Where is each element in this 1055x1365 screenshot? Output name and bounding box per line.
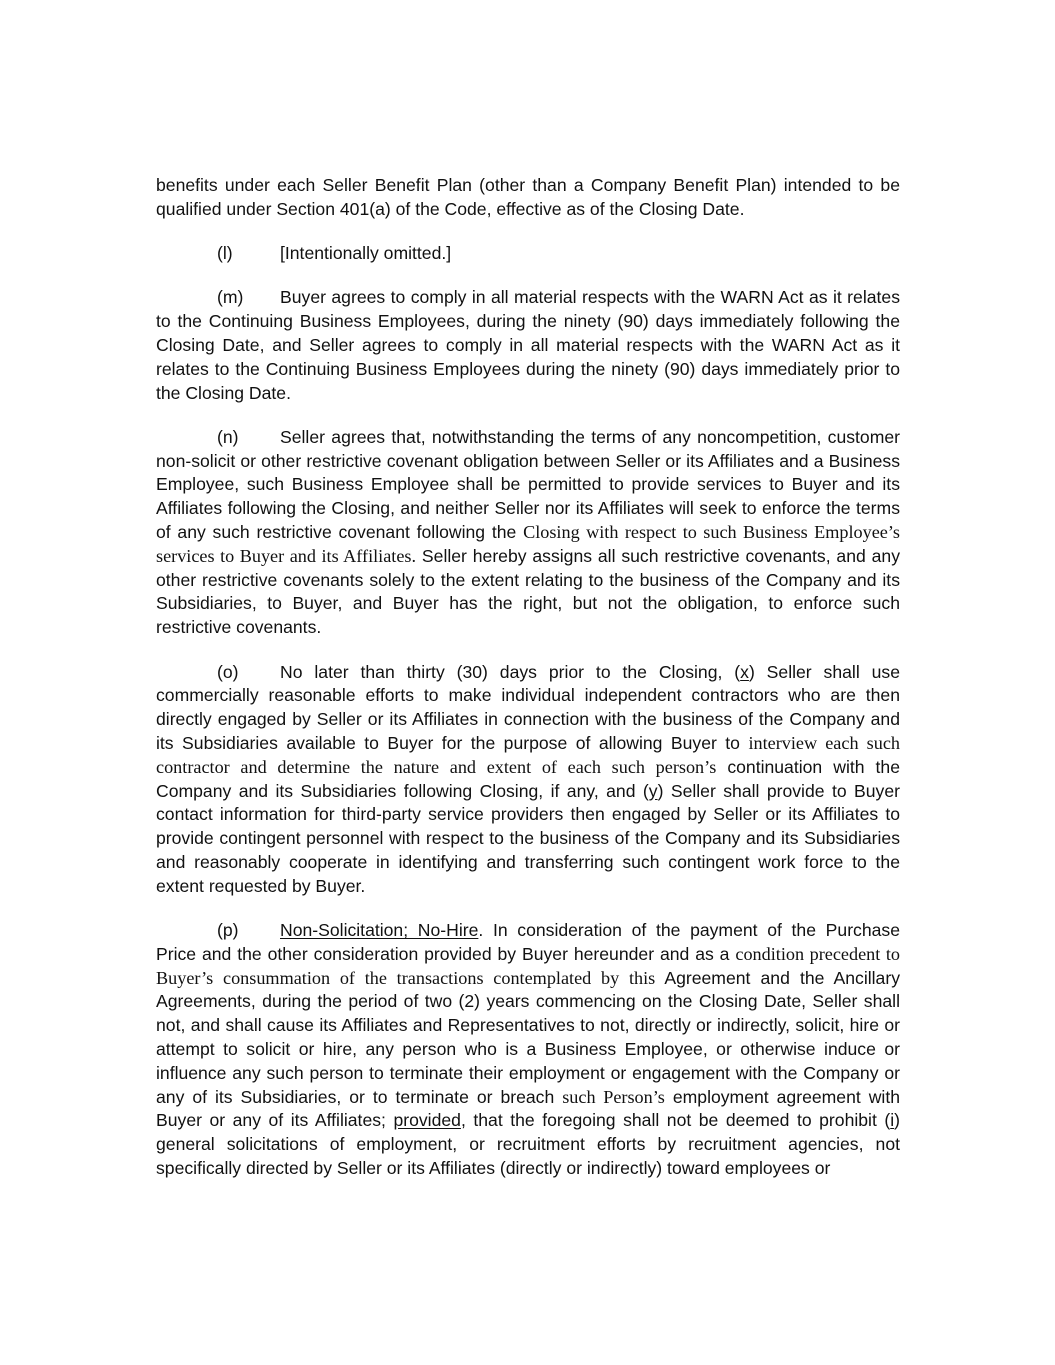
section-heading: Non-Solicitation; No-Hire xyxy=(280,920,479,941)
paragraph-number: (l) xyxy=(217,243,233,264)
paragraph-l xyxy=(156,242,900,266)
clause-marker-i: i xyxy=(890,1110,895,1131)
paragraph-number: (m) xyxy=(217,287,244,308)
paragraph-number: (o) xyxy=(217,661,239,682)
paragraph-number: (n) xyxy=(217,426,239,447)
clause-marker-x: x xyxy=(740,661,749,682)
paragraph-text: Seller hereby assigns all such restrictive covenants, and any other restrictive covenants solely to the extent relating to the business of the Company and its Subsidiaries, to Buyer, and Buyer has the right, but not the obligation, to enforce such restrictive covenants. xyxy=(156,545,901,638)
document-page xyxy=(156,174,900,1201)
paragraph-text: [Intentionally omitted.] xyxy=(280,243,452,264)
clause-marker-y: y xyxy=(648,780,658,801)
paragraph-text: continuation with the Company and its Subsidiaries following Closing, if any, and ( xyxy=(156,756,901,801)
paragraph-o xyxy=(156,661,900,899)
paragraph-text: Seller agrees that, notwithstanding the terms of any noncompetition, customer non-solicit or other restrictive covenant obligation between Seller or its Affiliates and a Business Employee, such Business Employee shall be permitted to provide services to Buyer and its Affiliates following the Closing, and neither Seller nor its Affiliates will seek to enforce the terms of any such restrictive covenant following the xyxy=(156,426,900,543)
paragraph-text: ) Seller shall use commercially reasonable efforts to make individual independent contractors who are then directly engaged by Seller or its Affiliates in connection with the business of the Company and its Subsidiaries available to Buyer for the purpose of allowing Buyer to xyxy=(156,661,900,753)
paragraph-text: Agreement and the Ancillary Agreements, during the period of two (2) years commencing on the Closing Date, Seller shall not, and shall cause its Affiliates and Representatives to not, directly or indirectly, solicit, hire or attempt to solicit or hire, any person who is a Business Employee, or otherwise induce or influence any such person to terminate their employment or engagement with the Company or any of its Subsidiaries, or to terminate or breach xyxy=(156,967,900,1107)
paragraph-m xyxy=(156,286,900,405)
paragraph-text: No later than thirty (30) days prior to the Closing, ( xyxy=(280,661,741,682)
paragraph-p xyxy=(156,919,900,1181)
paragraph-text-serif: Closing with respect to such Business Employee’s services to Buyer and its Affiliates. xyxy=(156,522,900,566)
paragraph-text: employment agreement with Buyer or any of its Affiliates; xyxy=(156,1086,901,1131)
paragraph-text-serif: such Person’s xyxy=(562,1086,665,1107)
paragraph-text: benefits under each Seller Benefit Plan (other than a Company Benefit Plan) intended to be qualified under Section 401(a) of the Code, effective as of the Closing Date. xyxy=(156,175,900,219)
paragraph-k-continuation xyxy=(156,174,900,222)
paragraph-text: ) general solicitations of employment, or recruitment efforts by recruitment agencies, not specifically directed by Seller or its Affiliates (directly or indirectly) toward employees or xyxy=(156,1110,900,1178)
paragraph-text: ) Seller shall provide to Buyer contact information for third-party service providers then engaged by Seller or its Affiliates to provide contingent personnel with respect to the business of the Company and its Subsidiaries and reasonably cooperate in identifying and transferring such contingent work force to the extent requested by Buyer. xyxy=(156,780,900,896)
paragraph-text: . In consideration of the payment of the Purchase Price and the other consideration provided by Buyer hereunder and as a xyxy=(156,920,900,964)
paragraph-n xyxy=(156,426,900,640)
provided-term: provided xyxy=(393,1110,461,1131)
paragraph-text: Buyer agrees to comply in all material respects with the WARN Act as it relates to the Continuing Business Employees, during the ninety (90) days immediately following the Closing Date, and Seller agrees to comply in all material respects with the WARN Act as it relates to the Continuing Business Employees during the ninety (90) days immediately prior to the Closing Date. xyxy=(156,287,900,403)
paragraph-text: , that the foregoing shall not be deemed to prohibit ( xyxy=(460,1110,891,1131)
paragraph-text-serif: interview each such contractor and determine the nature and extent of each such person’s xyxy=(156,732,900,777)
paragraph-number: (p) xyxy=(217,920,239,941)
paragraph-text-serif: condition precedent to Buyer’s consummation of the transactions contemplated by this xyxy=(156,943,901,988)
